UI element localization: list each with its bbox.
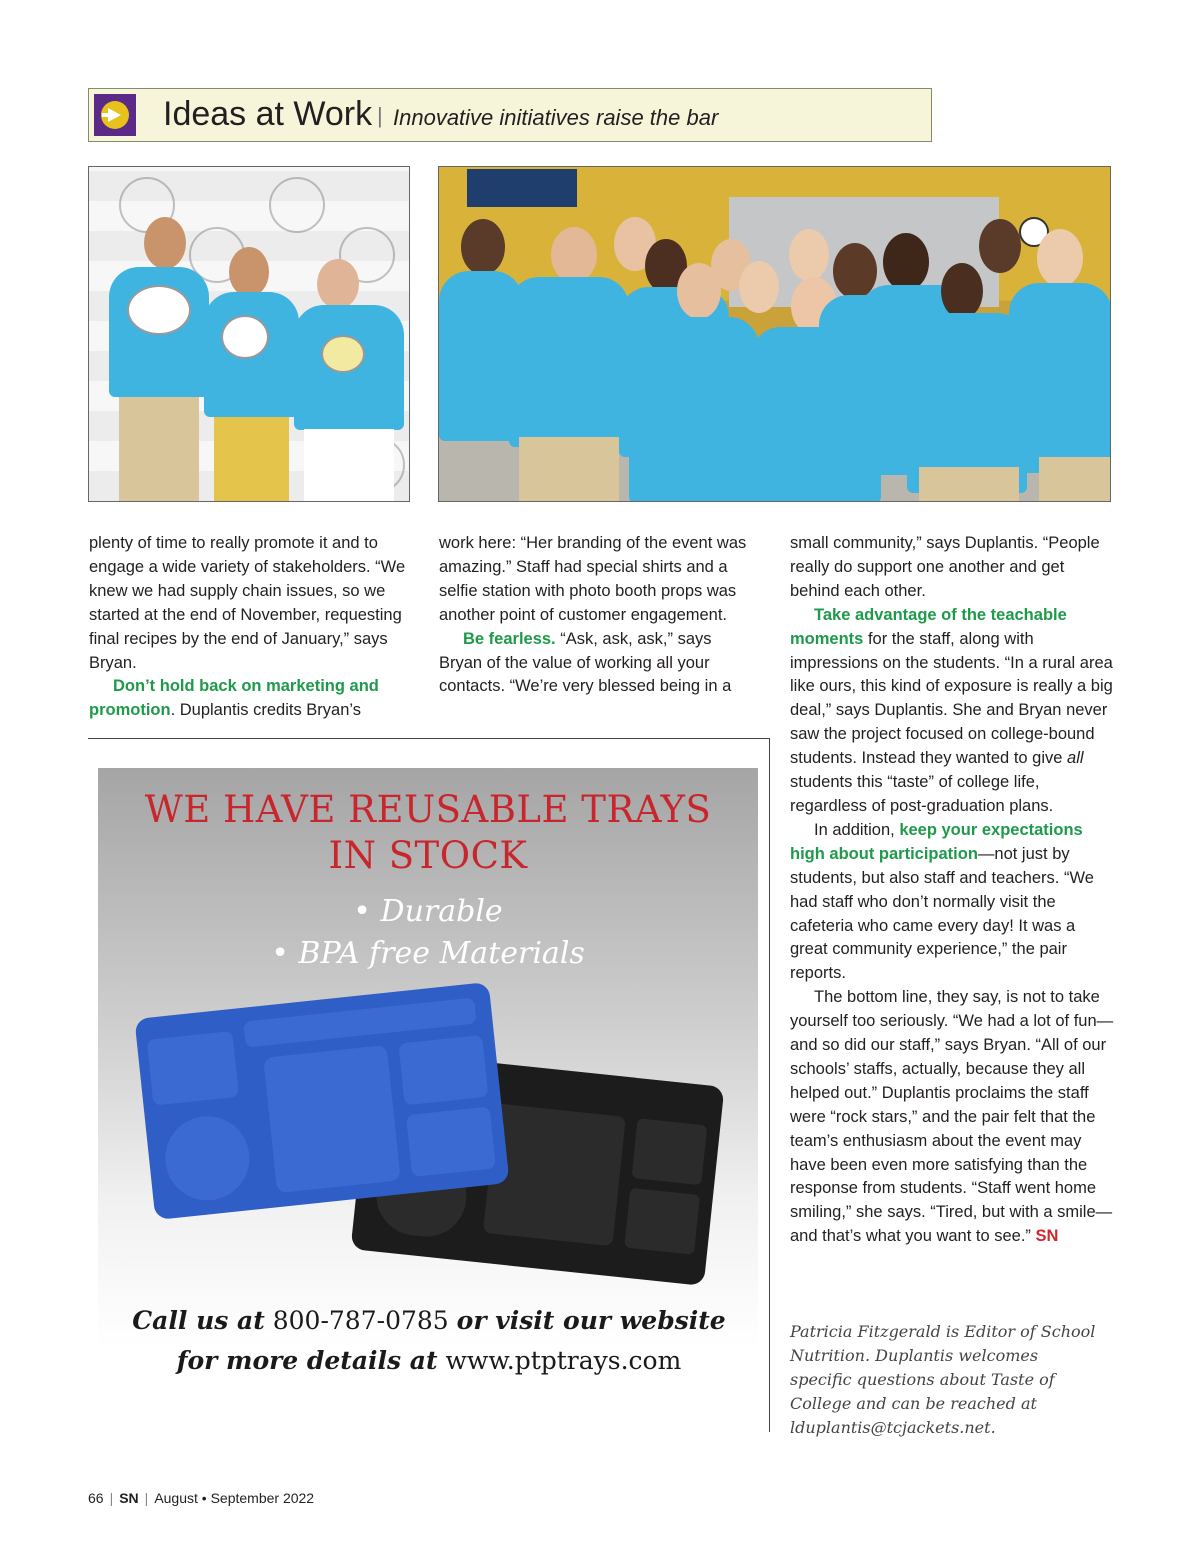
paragraph: small community,” says Duplantis. “People really do support one another and get behind each other.: [790, 534, 1100, 600]
blue-tray-image: [134, 982, 509, 1220]
ad-bullet-bpa-free: • BPA free Materials: [271, 936, 585, 971]
paragraph: [790, 819, 1114, 986]
page-footer: 66 | SN | August • September 2022: [88, 1490, 315, 1506]
article-column-2: [439, 532, 751, 699]
paragraph: work here: “Her branding of the event was amazing.” Staff had special shirts and a selfie station with photo booth props was another point of customer engagement.: [439, 534, 747, 624]
paragraph-text: . Duplantis credits Bryan’s: [170, 701, 362, 720]
paragraph: [439, 628, 751, 700]
page-number: 66: [88, 1490, 104, 1506]
subhead-marketing: Don’t hold back on marketing and promotion: [89, 677, 379, 720]
ad-headline-line1: WE HAVE REUSABLE TRAYS: [144, 788, 712, 831]
article-column-1: [89, 532, 409, 723]
emphasis-text: all: [1067, 749, 1084, 768]
section-title: Ideas at Work: [163, 95, 373, 133]
paragraph-text: —not just by students, but also staff and teachers. “We had staff who don’t normally visit the cafeteria who came every day! It was a great community experience,” the pair reports.: [790, 844, 1094, 983]
paragraph-text: “Ask, ask, ask,” says Bryan of the value of working all your contacts. “We’re very blessed being in a: [439, 629, 732, 696]
paragraph-text: students this “taste” of college life, regardless of post-graduation plans.: [790, 773, 1054, 815]
arrow-icon: [94, 94, 136, 136]
subhead-teachable-moments: Take advantage of the teachable moments: [790, 605, 1067, 648]
photo-staff-group: [438, 166, 1111, 502]
publication-name: SN: [119, 1490, 139, 1506]
title-separator: |: [377, 103, 383, 128]
author-bio: Patricia Fitzgerald is Editor of School Nutrition. Duplantis welcomes specific questions about Taste of College and can be reached at lduplantis@tcjackets.net.: [790, 1322, 1096, 1437]
ad-headline-line2: IN STOCK: [328, 834, 528, 877]
section-subtitle: Innovative initiatives raise the bar: [393, 105, 719, 130]
ad-cta-text: for more details at: [176, 1346, 438, 1375]
paragraph: [790, 604, 1114, 819]
subhead-be-fearless: Be fearless.: [463, 629, 556, 648]
paragraph: [790, 986, 1114, 1249]
ad-bullet-durable: • Durable: [353, 894, 503, 929]
paragraph-text: The bottom line, they say, is not to take yourself too seriously. “We had a lot of fun—and so did our staff,” says Bryan. “All of our schools’ staffs, actually, because they all helped out.” Duplantis proclaims the staff were “rock stars,” and the pair felt that the team’s enthusiasm about the event may have been even more satisfying than the response from students. “Staff went home smiling,” she says. “Tired, but with a smile—and that’s what you want to see.”: [790, 988, 1114, 1246]
ad-cta-text: or visit our website: [456, 1306, 726, 1335]
ad-website-link[interactable]: www.ptptrays.com: [445, 1346, 682, 1375]
ad-call-to-action-line2: [88, 1346, 770, 1375]
paragraph: plenty of time to really promote it and to engage a wide variety of stakeholders. “We knew we had supply chain issues, so we started at the end of November, requesting final recipes by the end of January,” says Bryan.: [89, 534, 406, 672]
section-header: [88, 88, 932, 142]
end-mark: SN: [1035, 1227, 1059, 1246]
ad-cta-text: Call us at: [132, 1306, 265, 1335]
ad-frame-top-rule: [88, 738, 770, 739]
photo-selfie-station: [88, 166, 410, 502]
article-column-3: [790, 532, 1114, 1249]
tray-advertisement: [98, 768, 758, 1348]
paragraph: [89, 675, 409, 723]
subhead-expectations: keep your expectations high about participation: [790, 820, 1083, 863]
paragraph-text: In addition,: [814, 820, 900, 839]
ad-call-to-action-line1: [88, 1306, 770, 1335]
ad-phone-number[interactable]: 800-787-0785: [272, 1306, 449, 1335]
paragraph-text: for the staff, along with impressions on the students. “In a rural area like ours, this kind of exposure is really a big deal,” says Duplantis. She and Bryan never saw the project focused on college-bound students. Instead they wanted to give: [790, 629, 1113, 768]
issue-date: August • September 2022: [154, 1490, 315, 1506]
